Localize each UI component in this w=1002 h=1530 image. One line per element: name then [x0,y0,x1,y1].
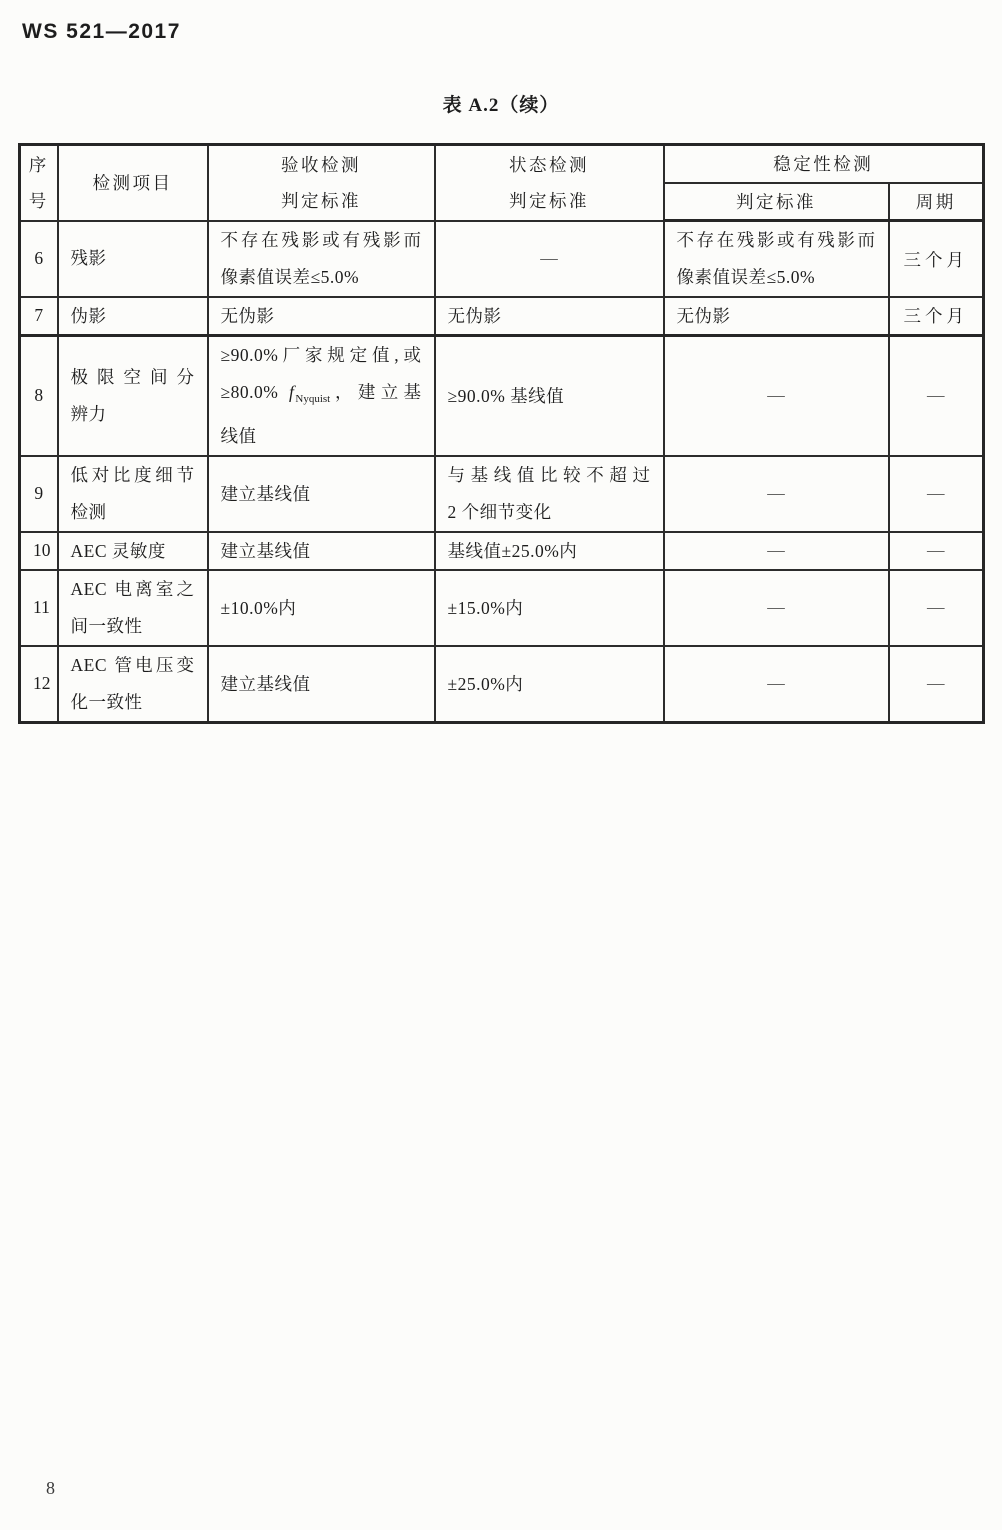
table-row-6 [20,221,984,298]
cell-text: 残影 [70,248,107,269]
cell-text: ≥90.0% 基线值 [447,386,565,406]
cell-text: ±25.0%内 [447,674,524,694]
cell-period: — [889,646,984,723]
cell-text: 伪影 [70,306,107,327]
cell-status: — [435,221,664,298]
table-row-11 [20,570,984,646]
f-nyquist-symbol: f [289,381,295,402]
cell-stability: — [664,570,889,646]
cell-text: 建立基线值 [220,674,311,694]
cell-stability: — [664,532,889,570]
cell-text-line1: 不存在残影或有残影而 [220,229,422,250]
cell-stability: — [664,646,889,723]
cell-text-line2 [221,374,422,418]
cell-text-line1: 低对比度细节 [70,464,195,485]
cell-acceptance [208,646,435,723]
cell-status [435,297,664,335]
header-status-line2: 判定标准 [509,190,589,211]
cell-item [58,297,208,335]
cell-status [435,456,664,532]
header-stability-label: 稳定性检测 [773,154,874,175]
cell-text-line1: AEC 管电压变 [70,654,195,675]
cell-text-line2: 像素值误差≤5.0% [220,266,360,287]
cell-text: 建立基线值 [220,484,311,504]
cell-seq: 10 [20,532,58,570]
cell-period: — [889,532,984,570]
cell-text: 基线值±25.0%内 [447,541,578,561]
f-nyquist-subscript: Nyquist [295,392,331,405]
cell-period: — [889,570,984,646]
cell-status [435,570,664,646]
cell-acceptance [208,221,435,298]
header-seq-line1: 序 [28,154,49,175]
header-stability-criteria-label: 判定标准 [736,191,816,212]
cell-acceptance [208,297,435,335]
cell-item [58,335,208,456]
cell-stability [664,221,889,298]
cell-acceptance [208,335,435,456]
cell-period: — [889,456,984,532]
header-item-label: 检测项目 [92,173,173,194]
cell-text: 无伪影 [220,306,275,327]
header-period-label: 周期 [915,191,956,212]
cell-text-line2: 检测 [70,501,107,522]
cell-text: 无伪影 [676,306,731,327]
cell-text: 无伪影 [447,306,502,327]
cell-period: — [889,335,984,456]
cell-seq: 12 [20,646,58,723]
cell-stability: — [664,335,889,456]
cell-text-line1: 极限空间分 [70,366,195,387]
cell-text: 建立基线值 [220,541,311,561]
cell-item [58,532,208,570]
table-row-7 [20,297,984,335]
cell-acceptance [208,456,435,532]
inspection-criteria-table [18,143,985,724]
cell-text-line2: 辨力 [70,403,107,424]
cell-text-line2: 2 个细节变化 [447,501,552,522]
cell-status [435,335,664,456]
cell-stability: — [664,456,889,532]
cell-text-line2: 间一致性 [70,615,143,636]
cell-item [58,221,208,298]
cell-status [435,646,664,723]
cell-acceptance [208,532,435,570]
cell-text-line1: ≥90.0%厂家规定值,或 [220,344,422,365]
cell-text-line2: 化一致性 [70,691,143,712]
table-row-9 [20,456,984,532]
formula-prefix: ≥80.0% [220,381,289,402]
cell-text-line2: 像素值误差≤5.0% [676,267,816,287]
cell-seq: 11 [20,570,58,646]
header-stability-criteria [664,183,889,221]
cell-item [58,456,208,532]
cell-seq: 9 [20,456,58,532]
page-number: 8 [46,1478,55,1498]
header-item [58,145,208,221]
document-code: WS 521—2017 [22,20,181,43]
cell-text: ±15.0%内 [447,598,524,618]
header-acceptance-line1: 验收检测 [281,154,361,175]
cell-item [58,570,208,646]
cell-text-line1: AEC 电离室之 [70,578,195,599]
cell-status [435,532,664,570]
header-row-1 [20,145,984,183]
table-title: 表 A.2（续） [442,95,560,116]
header-period [889,183,984,221]
header-status-line1: 状态检测 [509,154,589,175]
header-seq-line2: 号 [28,190,49,211]
header-seq [20,145,58,221]
table-row-8 [20,335,984,456]
header-status [435,145,664,221]
cell-seq: 6 [20,221,58,298]
header-acceptance [208,145,435,221]
cell-text-line1: 不存在残影或有残影而 [676,230,876,250]
header-acceptance-line2: 判定标准 [281,190,361,211]
cell-text-line1: 与基线值比较不超过 [447,464,651,485]
cell-seq: 7 [20,297,58,335]
table-row-10 [20,532,984,570]
table-row-12 [20,646,984,723]
cell-text: ±10.0%内 [220,598,297,618]
header-stability-group [664,145,984,183]
cell-period: 三个月 [889,221,984,298]
cell-seq: 8 [20,335,58,456]
cell-period: 三个月 [889,297,984,335]
cell-text: AEC 灵敏度 [70,541,166,561]
formula-suffix: ，建立基 [330,381,422,402]
cell-item [58,646,208,723]
cell-text-line3: 线值 [220,425,257,446]
cell-acceptance [208,570,435,646]
cell-stability [664,297,889,335]
